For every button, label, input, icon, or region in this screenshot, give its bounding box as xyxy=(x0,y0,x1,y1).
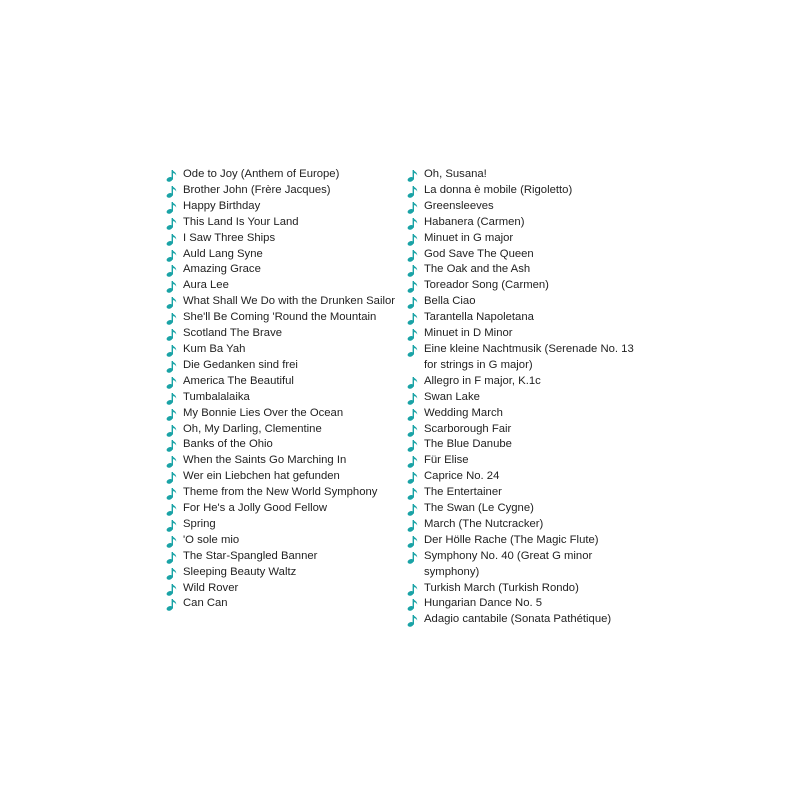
music-note-icon xyxy=(407,280,418,293)
music-note-icon xyxy=(166,360,177,373)
music-note-icon xyxy=(407,455,418,468)
music-note-icon xyxy=(166,217,177,230)
song-title: Greensleeves xyxy=(424,199,494,212)
song-title: Minuet in D Minor xyxy=(424,327,513,340)
song-list-item xyxy=(166,310,408,326)
song-list-item xyxy=(166,390,408,406)
song-title: Eine kleine Nachtmusik (Serenade No. 13 for strings in G major) xyxy=(424,342,634,371)
music-note-icon xyxy=(166,376,177,389)
music-note-icon xyxy=(166,455,177,468)
song-list-item xyxy=(166,565,408,581)
song-title: Spring xyxy=(183,517,216,530)
song-list-left-column xyxy=(166,167,408,612)
song-title: Theme from the New World Symphony xyxy=(183,486,378,499)
music-note-icon xyxy=(166,535,177,548)
song-title: Adagio cantabile (Sonata Pathétique) xyxy=(424,613,612,626)
music-note-icon xyxy=(166,567,177,580)
song-list-item xyxy=(166,294,408,310)
song-title: Amazing Grace xyxy=(183,263,261,276)
song-title: Toreador Song (Carmen) xyxy=(424,279,549,292)
song-list-item xyxy=(407,215,647,231)
song-list-item xyxy=(166,422,408,438)
song-title: Scotland The Brave xyxy=(183,327,283,340)
song-list-item xyxy=(407,247,647,263)
song-title: Allegro in F major, K.1c xyxy=(424,374,541,387)
song-title: What Shall We Do with the Drunken Sailor xyxy=(183,295,396,308)
music-note-icon xyxy=(407,614,418,627)
song-title: Swan Lake xyxy=(424,390,480,403)
music-note-icon xyxy=(407,328,418,341)
song-title: Ode to Joy (Anthem of Europe) xyxy=(183,168,340,180)
song-title: Brother John (Frère Jacques) xyxy=(183,183,331,196)
music-note-icon xyxy=(166,503,177,516)
song-list-item xyxy=(166,215,408,231)
song-list-item xyxy=(407,501,647,517)
song-list-item xyxy=(407,596,647,612)
song-title: Happy Birthday xyxy=(183,199,261,212)
song-title: Wedding March xyxy=(424,406,503,419)
music-note-icon xyxy=(407,503,418,516)
music-note-icon xyxy=(407,264,418,277)
music-note-icon xyxy=(407,439,418,452)
song-title: The Star-Spangled Banner xyxy=(183,549,318,562)
song-title: Der Hölle Rache (The Magic Flute) xyxy=(424,533,599,546)
music-note-icon xyxy=(166,185,177,198)
song-title: Banks of the Ohio xyxy=(183,438,273,451)
music-note-icon xyxy=(407,249,418,262)
song-title: For He's a Jolly Good Fellow xyxy=(183,502,328,515)
music-note-icon xyxy=(407,201,418,214)
music-note-icon xyxy=(407,312,418,325)
song-list-item xyxy=(407,183,647,199)
song-title: My Bonnie Lies Over the Ocean xyxy=(183,406,344,419)
music-note-icon xyxy=(166,169,177,182)
song-title: This Land Is Your Land xyxy=(183,215,299,228)
song-list-item xyxy=(166,453,408,469)
song-list-item xyxy=(407,231,647,247)
music-note-icon xyxy=(166,280,177,293)
music-note-icon xyxy=(166,264,177,277)
music-note-icon xyxy=(166,424,177,437)
music-note-icon xyxy=(407,376,418,389)
song-list-item xyxy=(407,612,647,628)
song-title: Symphony No. 40 (Great G minor symphony) xyxy=(424,549,593,578)
song-list-item xyxy=(407,485,647,501)
song-title: When the Saints Go Marching In xyxy=(183,454,347,467)
song-title: America The Beautiful xyxy=(183,374,294,387)
song-list-item xyxy=(407,406,647,422)
song-title: God Save The Queen xyxy=(424,247,534,260)
music-note-icon xyxy=(407,296,418,309)
song-list-item xyxy=(166,199,408,215)
song-list-item xyxy=(166,326,408,342)
music-note-icon xyxy=(166,439,177,452)
song-title: Tumbalalaika xyxy=(183,390,250,403)
music-note-icon xyxy=(166,598,177,611)
song-list-item xyxy=(407,533,647,549)
song-list-item xyxy=(407,581,647,597)
song-list-item xyxy=(166,262,408,278)
song-title: Oh, My Darling, Clementine xyxy=(183,422,322,435)
music-note-icon xyxy=(166,233,177,246)
song-list-item xyxy=(407,262,647,278)
song-list-item xyxy=(166,342,408,358)
song-list-item xyxy=(407,278,647,294)
song-list-item xyxy=(166,183,408,199)
song-title: 'O sole mio xyxy=(183,533,240,546)
song-title: Caprice No. 24 xyxy=(424,470,500,483)
song-list-item xyxy=(407,453,647,469)
music-note-icon xyxy=(407,169,418,182)
song-list-item xyxy=(407,374,647,390)
song-list-item xyxy=(166,374,408,390)
song-list-item xyxy=(407,437,647,453)
song-list-item xyxy=(166,278,408,294)
song-list-item xyxy=(166,549,408,565)
music-note-icon xyxy=(407,551,418,564)
music-note-icon xyxy=(166,551,177,564)
song-list-item xyxy=(407,326,647,342)
music-note-icon xyxy=(407,535,418,548)
music-note-icon xyxy=(166,471,177,484)
song-title: The Entertainer xyxy=(424,486,502,499)
song-list-item xyxy=(166,247,408,263)
song-list-right-column xyxy=(407,167,647,628)
song-list-item xyxy=(166,469,408,485)
music-note-icon xyxy=(166,296,177,309)
music-note-icon xyxy=(166,344,177,357)
song-title: Aura Lee xyxy=(183,279,229,292)
song-list-item xyxy=(407,294,647,310)
music-note-icon xyxy=(407,392,418,405)
song-title: Tarantella Napoletana xyxy=(424,311,534,324)
song-title: Oh, Susana! xyxy=(424,168,487,180)
song-list-item xyxy=(166,581,408,597)
song-title: Auld Lang Syne xyxy=(183,247,263,260)
song-list-item xyxy=(166,533,408,549)
music-note-icon xyxy=(407,583,418,596)
song-list-item xyxy=(407,422,647,438)
music-note-icon xyxy=(407,185,418,198)
music-note-icon xyxy=(166,312,177,325)
song-list-item xyxy=(166,596,408,612)
song-title: Für Elise xyxy=(424,454,469,467)
music-note-icon xyxy=(407,519,418,532)
song-list-item xyxy=(407,342,647,374)
song-title: She'll Be Coming 'Round the Mountain xyxy=(183,311,377,324)
song-title: The Oak and the Ash xyxy=(424,263,531,276)
music-note-icon xyxy=(407,217,418,230)
music-note-icon xyxy=(166,583,177,596)
song-title: Wild Rover xyxy=(183,581,239,594)
music-note-icon xyxy=(166,249,177,262)
song-title: I Saw Three Ships xyxy=(183,231,276,244)
music-note-icon xyxy=(407,233,418,246)
music-note-icon xyxy=(166,519,177,532)
song-list-item xyxy=(166,437,408,453)
song-list-item xyxy=(166,358,408,374)
song-list-item xyxy=(166,485,408,501)
music-note-icon xyxy=(166,408,177,421)
song-title: The Swan (Le Cygne) xyxy=(424,502,534,515)
song-list-item xyxy=(407,469,647,485)
song-title: Kum Ba Yah xyxy=(183,342,246,355)
song-title: March (The Nutcracker) xyxy=(424,517,544,530)
song-title: Scarborough Fair xyxy=(424,422,512,435)
song-list-item xyxy=(407,310,647,326)
song-title: Can Can xyxy=(183,597,228,610)
music-note-icon xyxy=(166,328,177,341)
song-list-item xyxy=(407,167,647,183)
song-list-item xyxy=(166,231,408,247)
music-note-icon xyxy=(407,424,418,437)
song-title: Wer ein Liebchen hat gefunden xyxy=(183,470,340,483)
song-list-item xyxy=(166,167,408,183)
song-title: Bella Ciao xyxy=(424,295,476,308)
music-note-icon xyxy=(166,392,177,405)
music-note-icon xyxy=(407,408,418,421)
song-list-item xyxy=(407,549,647,581)
song-list-item xyxy=(407,199,647,215)
song-title: Turkish March (Turkish Rondo) xyxy=(424,581,579,594)
song-title: Sleeping Beauty Waltz xyxy=(183,565,297,578)
song-title: The Blue Danube xyxy=(424,438,512,451)
song-list-item xyxy=(166,406,408,422)
song-title: Habanera (Carmen) xyxy=(424,215,525,228)
song-title: Hungarian Dance No. 5 xyxy=(424,597,543,610)
music-note-icon xyxy=(407,598,418,611)
music-note-icon xyxy=(407,344,418,357)
song-list-item xyxy=(407,390,647,406)
song-title: La donna è mobile (Rigoletto) xyxy=(424,183,573,196)
music-note-icon xyxy=(407,471,418,484)
song-title: Minuet in G major xyxy=(424,231,514,244)
music-note-icon xyxy=(166,201,177,214)
song-title: Die Gedanken sind frei xyxy=(183,358,298,371)
song-list-item xyxy=(407,517,647,533)
song-list-item xyxy=(166,517,408,533)
music-note-icon xyxy=(166,487,177,500)
song-list-item xyxy=(166,501,408,517)
music-note-icon xyxy=(407,487,418,500)
